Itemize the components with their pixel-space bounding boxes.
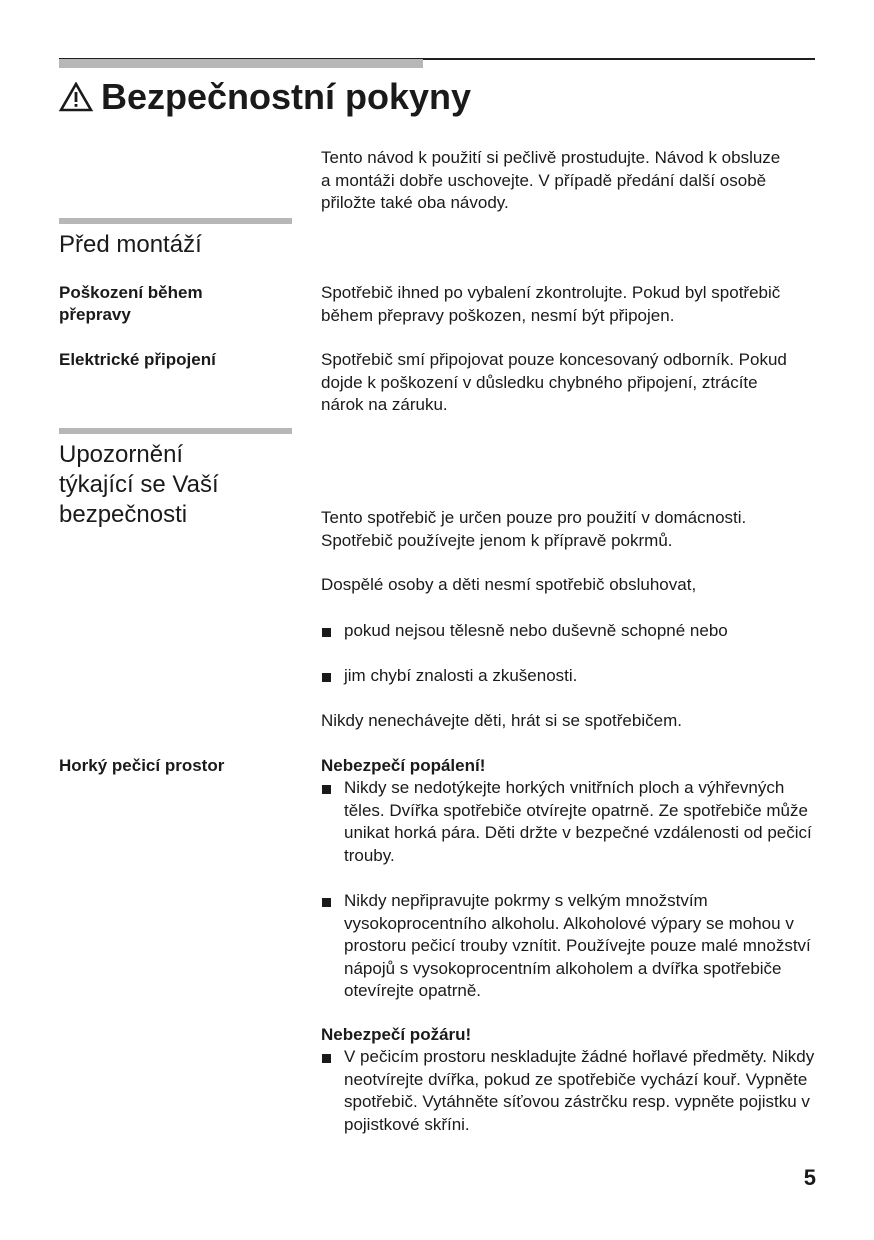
page-number: 5 [803, 1165, 816, 1190]
section-title-pre-install: Před montáží [59, 231, 202, 258]
bullet-square-icon [322, 785, 331, 794]
list-item: Nikdy se nedotýkejte horkých vnitřních ploch a výhřevných těles. Dvířka spotřebiče otvírejte opatrně. Ze spotřebiče může unikat horká pára. Děti držte v bezpečné vzdálenosti od pečicí trouby. [321, 777, 821, 867]
section-bar-pre-install [59, 218, 292, 224]
text-electrical: Spotřebič smí připojovat pouze koncesovaný odborník. Pokud dojde k poškození v důsledku chybného připojení, ztrácíte nárok na záruku. [321, 350, 787, 414]
safety-paragraph-2: Dospělé osoby a děti nesmí spotřebič obsluhovat, [321, 575, 697, 594]
label-electrical: Elektrické připojení [59, 350, 216, 369]
page-title [59, 74, 471, 120]
header-rule-accent [59, 59, 423, 68]
section-bar-safety [59, 428, 292, 434]
text-transport-damage: Spotřebič ihned po vybalení zkontrolujte. Pokud byl spotřebič během přepravy poškozen, nesmí být připojen. [321, 283, 781, 325]
safety-paragraph-3: Nikdy nenechávejte děti, hrát si se spotřebičem. [321, 711, 682, 730]
bullet-square-icon [322, 1054, 331, 1063]
list-item: pokud nejsou tělesně nebo duševně schopné nebo [321, 620, 821, 643]
bullet-square-icon [322, 673, 331, 682]
bullet-square-icon [322, 898, 331, 907]
label-transport-damage: Poškození během přepravy [59, 283, 203, 324]
list-item: Nikdy nepřipravujte pokrmy s velkým množstvím vysokoprocentního alkoholu. Alkoholové výpary se mohou v prostoru pečicí trouby vznítit. Používejte pouze malé množství nápojů s vysokoprocentním alkoholem a dvířka spotřebiče otevírejte opatrně. [321, 890, 821, 1003]
warning-triangle-icon [59, 82, 93, 112]
burn-heading: Nebezpečí popálení! [321, 756, 486, 775]
page-title-text: Bezpečnostní pokyny [101, 76, 472, 117]
label-hot-oven: Horký pečicí prostor [59, 756, 225, 775]
fire-heading: Nebezpečí požáru! [321, 1025, 472, 1044]
section-title-safety: Upozornění týkající se Vaší bezpečnosti [59, 441, 219, 528]
list-item: jim chybí znalosti a zkušenosti. [321, 665, 821, 688]
bullet-square-icon [322, 628, 331, 637]
safety-paragraph-1: Tento spotřebič je určen pouze pro použití v domácnosti. Spotřebič používejte jenom k přípravě pokrmů. [321, 508, 747, 550]
intro-paragraph: Tento návod k použití si pečlivě prostudujte. Návod k obsluze a montáži dobře uschovejte. V případě předání další osobě přiložte také oba návody. [321, 148, 781, 212]
list-item: V pečicím prostoru neskladujte žádné hořlavé předměty. Nikdy neotvírejte dvířka, pokud ze spotřebiče vychází kouř. Vypněte spotřebič. Vytáhněte síťovou zástrčku resp. vypněte pojistku v pojistkové skříni. [321, 1046, 821, 1136]
